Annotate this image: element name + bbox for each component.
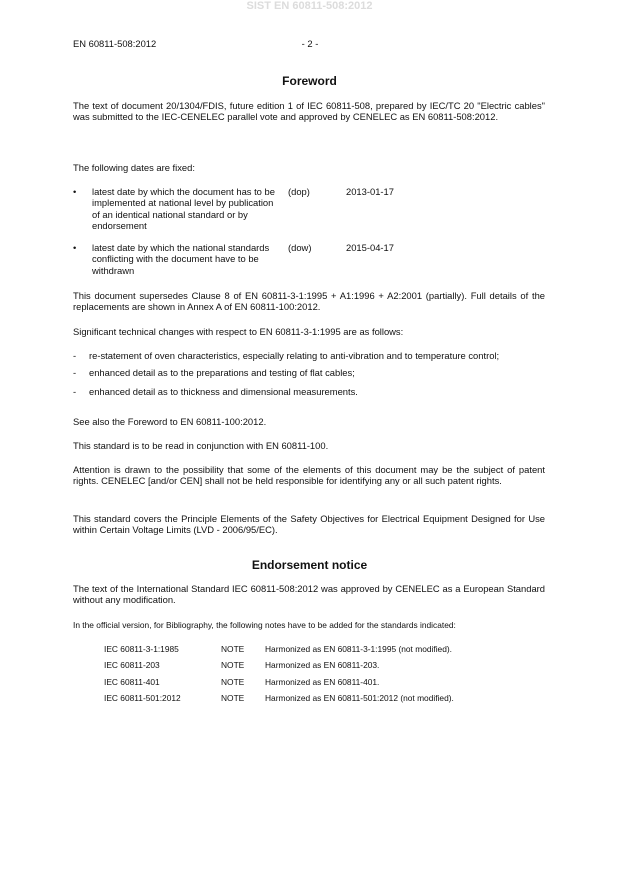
supersedes-paragraph: This document supersedes Clause 8 of EN 60811-3-1:1995 + A1:1996 + A2:2001 (partially). Full details of the replacements are shown in Annex A of EN 60811-100:2012. (73, 290, 545, 313)
conjunction-paragraph: This standard is to be read in conjunction with EN 60811-100. (73, 440, 329, 451)
dates-item-date: 2013-01-17 (346, 186, 394, 197)
see-also-paragraph: See also the Foreword to EN 60811-100:2012. (73, 416, 267, 427)
header-page-number: - 2 - (301, 38, 319, 49)
table-cell-text: Harmonized as EN 60811-3-1:1995 (not modified). (265, 644, 452, 654)
dates-item-code: (dop) (288, 186, 310, 197)
patent-attention-paragraph: Attention is drawn to the possibility that some of the elements of this document may be the subject of patent rights. CENELEC [and/or CEN] shall not be held responsible for identifying any or all such patent rights. (73, 464, 545, 487)
dates-item-text: latest date by which the national standards conflicting with the document have to be withdrawn (92, 242, 270, 276)
table-cell-standard: IEC 60811-3-1:1985 (104, 644, 179, 654)
table-cell-text: Harmonized as EN 60811-401. (265, 677, 380, 687)
table-cell-standard: IEC 60811-203 (104, 660, 160, 670)
watermark: SIST EN 60811-508:2012 (246, 0, 373, 12)
header-document-id: EN 60811-508:2012 (73, 38, 157, 49)
bibliography-note: In the official version, for Bibliography, the following notes have to be added for the standards indicated: (73, 620, 456, 630)
table-cell-note: NOTE (221, 677, 245, 687)
table-cell-text: Harmonized as EN 60811-203. (265, 660, 380, 670)
change-dash: - (73, 367, 77, 378)
foreword-heading: Foreword (282, 74, 337, 88)
change-item: enhanced detail as to the preparations and testing of flat cables; (89, 367, 355, 378)
lvd-coverage-paragraph: This standard covers the Principle Elements of the Safety Objectives for Electrical Equipment Designed for Use within Certain Voltage Limits (LVD - 2006/95/EC). (73, 513, 545, 536)
endorsement-paragraph: The text of the International Standard IEC 60811-508:2012 was approved by CENELEC as a European Standard without any modification. (73, 583, 545, 606)
dates-bullet: • (73, 242, 77, 253)
table-cell-note: NOTE (221, 660, 245, 670)
table-cell-standard: IEC 60811-401 (104, 677, 160, 687)
table-cell-standard: IEC 60811-501:2012 (104, 693, 181, 703)
endorsement-heading: Endorsement notice (251, 558, 368, 572)
dates-item-text: latest date by which the document has to be implemented at national level by publication of an identical national standard or by endorsement (92, 186, 275, 232)
dates-item-code: (dow) (288, 242, 312, 253)
change-dash: - (73, 350, 77, 361)
foreword-intro-paragraph: The text of document 20/1304/FDIS, future edition 1 of IEC 60811-508, prepared by IEC/TC 20 "Electric cables" was submitted to the IEC-CENELEC parallel vote and approved by CENELEC as EN 60811-508:2012. (73, 100, 545, 123)
dates-intro-paragraph: The following dates are fixed: (73, 162, 195, 173)
changes-intro-paragraph: Significant technical changes with respect to EN 60811-3-1:1995 are as follows: (73, 326, 404, 337)
dates-bullet: • (73, 186, 77, 197)
table-cell-text: Harmonized as EN 60811-501:2012 (not modified). (265, 693, 454, 703)
dates-item-date: 2015-04-17 (346, 242, 394, 253)
table-cell-note: NOTE (221, 644, 245, 654)
change-item: re-statement of oven characteristics, especially relating to anti-vibration and to temperature control; (89, 350, 500, 361)
table-cell-note: NOTE (221, 693, 245, 703)
change-dash: - (73, 386, 77, 397)
change-item: enhanced detail as to thickness and dimensional measurements. (89, 386, 358, 397)
